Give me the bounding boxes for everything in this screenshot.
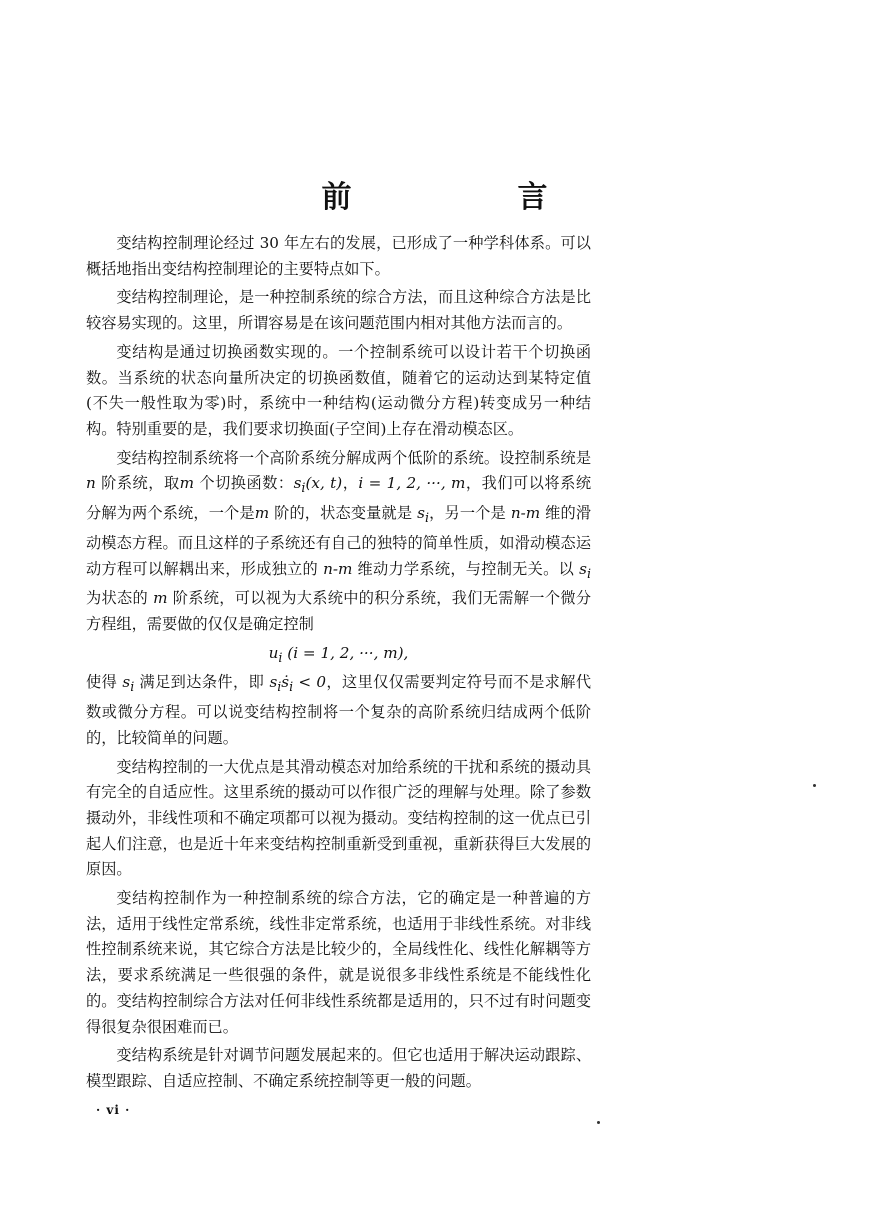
math-sub: i	[586, 565, 592, 581]
scan-speck	[597, 1121, 600, 1124]
scan-speck	[813, 784, 816, 787]
switch-function	[293, 474, 343, 496]
text-run: 满足到达条件，即	[134, 673, 270, 692]
math-m: m	[153, 589, 168, 608]
page-title: 前 言	[321, 180, 616, 215]
text-run: ，这里仅仅需要判定符号而不是求解代数或微分方程。可以说变结构控制将一个复杂的高阶系统归结成两个低阶的，比较简单的问题。	[86, 673, 592, 747]
math-sdot: ṡ	[281, 673, 290, 692]
text-run: 维动力学系统，与控制无关。以	[352, 559, 580, 578]
math-sub: i	[289, 679, 294, 695]
math-s: s	[417, 504, 425, 523]
math-s: s	[579, 559, 587, 578]
text-run: ，	[342, 474, 359, 493]
text-run: ，另一个是	[429, 504, 511, 523]
math-m: m	[179, 474, 195, 493]
reaching-condition	[269, 673, 327, 695]
math-si	[122, 673, 135, 695]
paragraph-1: 变结构控制理论经过 30 年左右的发展，已形成了一种学科体系。可以概括地指出变结构控制理论的主要特点如下。	[86, 234, 591, 278]
page-number: · vi ·	[96, 1103, 131, 1117]
math-sub: i	[277, 679, 282, 695]
paragraph-7: 变结构系统是针对调节问题发展起来的。但它也适用于解决运动跟踪、模型跟踪、自适应控制、不确定系统控制等更一般的问题。	[86, 1046, 591, 1090]
text-run: 阶系统，可以视为大系统中的积分系统，我们无需解一个微分方程组，需要做的仅仅是确定控制	[86, 589, 592, 633]
text-run: 维的滑动模态方程。而且这样的子系统还有自己的独特的简单性质，如滑动模态运动方程可以解耦出来，形成独立的	[86, 504, 592, 578]
text-run: 阶系统，取	[95, 474, 180, 493]
math-n-minus-m: n-m	[510, 504, 541, 523]
math-ineq: < 0	[293, 673, 327, 692]
text-run: 阶的，状态变量就是	[269, 504, 418, 523]
paragraph-5: 变结构控制的一大优点是其滑动模态对加给系统的干扰和系统的摄动具有完全的自适应性。这里系统的摄动可以作很广泛的理解与处理。除了参数摄动外，非线性项和不确定项都可以视为摄动。变结构控制的这一优点已引起人们注意，也是近十年来变结构控制重新受到重视，重新获得巨大发展的原因。	[86, 757, 591, 879]
body-text	[86, 231, 591, 1098]
paragraph-2: 变结构控制理论，是一种控制系统的综合方法，而且这种综合方法是比较容易实现的。这里，所谓容易是在该问题范围内相对其他方法而言的。	[86, 288, 591, 333]
math-range: (i = 1, 2, ···, m),	[282, 643, 409, 662]
math-u: u	[268, 643, 279, 662]
text-run: 为状态的	[86, 589, 154, 608]
paragraph-4	[86, 446, 591, 638]
control-formula	[86, 641, 591, 671]
math-n: n	[86, 474, 96, 493]
math-sub: i	[301, 480, 306, 496]
math-sub: i	[278, 649, 283, 665]
math-sub: i	[130, 679, 135, 695]
text-run: ，我们可以将系统分解为两个系统，一个是	[86, 474, 592, 523]
math-m: m	[254, 504, 270, 523]
paragraph-6: 变结构控制作为一种控制系统的综合方法，它的确定是一种普遍的方法，适用于线性定常系统，线性非定常系统，也适用于非线性系统。对非线性控制系统来说，其它综合方法是比较少的，全局线性化、线性化解耦等方法，要求系统满足一些很强的条件，就是说很多非线性系统是不能线性化的。变结构控制综合方法对任何非线性系统都是适用的，只不过有时问题变得很复杂很困难而已。	[86, 889, 591, 1036]
math-s: s	[293, 474, 302, 493]
math-args: (x, t)	[305, 474, 343, 493]
math-si	[417, 504, 430, 526]
math-s: s	[269, 673, 278, 692]
text-run: 个切换函数：	[194, 474, 294, 493]
text-run: 使得	[86, 673, 123, 692]
paragraph-3: 变结构是通过切换函数实现的。一个控制系统可以设计若干个切换函数。当系统的状态向量所决定的切换函数值，随着它的运动达到某特定值(不失一般性取为零)时，系统中一种结构(运动微分方程)转变成另一种结构。特别重要的是，我们要求切换面(子空间)上存在滑动模态区。	[86, 342, 591, 438]
math-n-minus-m: n-m	[323, 559, 353, 578]
math-range: i = 1, 2, ···, m	[358, 474, 466, 493]
math-si	[579, 559, 592, 581]
text-run: 变结构控制系统将一个高阶系统分解成两个低阶的系统。设控制系统是	[116, 448, 591, 467]
math-s: s	[122, 673, 131, 692]
paragraph-4-cont	[86, 670, 591, 751]
math-sub: i	[424, 510, 430, 526]
